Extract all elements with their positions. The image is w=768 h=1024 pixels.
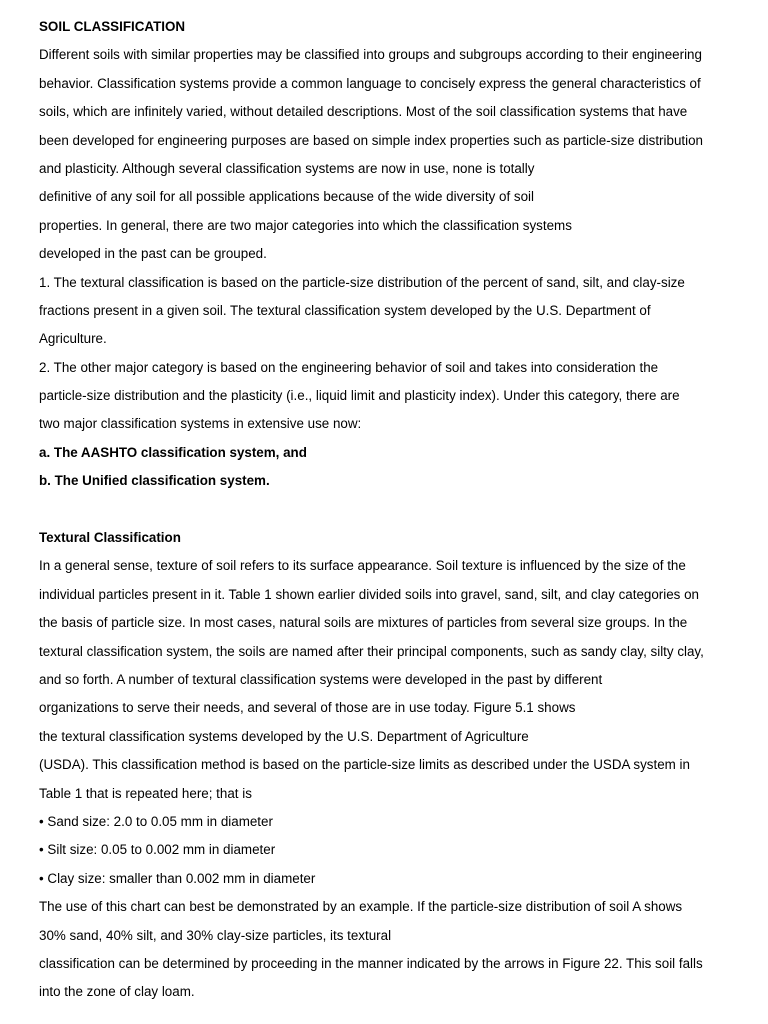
paragraph-line: developed in the past can be grouped. (39, 246, 267, 262)
section-heading-textural-classification: Textural Classification (39, 530, 181, 546)
paragraph-line: particle-size distribution and the plasticity (i.e., liquid limit and plasticity index). Under this category, there are (39, 388, 680, 404)
list-item-textural: 1. The textural classification is based on the particle-size distribution of the percent of sand, silt, and clay-size (39, 274, 685, 290)
paragraph-line: properties. In general, there are two major categories into which the classification systems (39, 217, 572, 233)
paragraph-line: The use of this chart can best be demonstrated by an example. If the particle-size distribution of soil A shows (39, 899, 683, 915)
paragraph-line: been developed for engineering purposes are based on simple index properties such as particle-size distribution (39, 132, 703, 148)
paragraph-line: into the zone of clay loam. (39, 984, 195, 1000)
paragraph-line: the basis of particle size. In most cases, natural soils are mixtures of particles from several size groups. In the (39, 615, 688, 631)
paragraph-line: Agriculture. (39, 331, 107, 347)
document-page (39, 13, 739, 1007)
list-item-engineering: 2. The other major category is based on the engineering behavior of soil and takes into consideration the (39, 359, 659, 375)
paragraph-line: and plasticity. Although several classification systems are now in use, none is totally (39, 160, 535, 176)
paragraph-line: classification can be determined by proceeding in the manner indicated by the arrows in Figure 22. This soil falls (39, 955, 703, 971)
system-item-aashto: a. The AASHTO classification system, and (39, 444, 307, 460)
paragraph-line: Table 1 that is repeated here; that is (39, 785, 252, 801)
section2-body (39, 552, 739, 808)
paragraph-line: soils, which are infinitely varied, without detailed descriptions. Most of the soil classification systems that have (39, 104, 688, 120)
section-spacer (39, 496, 739, 524)
bullet-item-sand: • Sand size: 2.0 to 0.05 mm in diameter (39, 813, 273, 829)
closing-paragraph (39, 893, 739, 1007)
paragraph-line: (USDA). This classification method is based on the particle-size limits as described under the USDA system in (39, 757, 690, 773)
particle-size-bullet-list (39, 808, 739, 893)
system-item-unified: b. The Unified classification system. (39, 473, 270, 489)
paragraph-line: the textural classification systems developed by the U.S. Department of Agriculture (39, 728, 529, 744)
paragraph-line: two major classification systems in extensive use now: (39, 416, 362, 432)
paragraph-line: Different soils with similar properties may be classified into groups and subgroups according to their engineering (39, 47, 702, 63)
paragraph-line: individual particles present in it. Table 1 shown earlier divided soils into gravel, sand, silt, and clay categories on (39, 586, 699, 602)
paragraph-line: behavior. Classification systems provide a common language to concisely express the general characteristics of (39, 75, 701, 91)
paragraph-line: textural classification system, the soils are named after their principal components, such as sandy clay, silty clay, (39, 643, 704, 659)
bullet-item-silt: • Silt size: 0.05 to 0.002 mm in diameter (39, 842, 276, 858)
paragraph-line: and so forth. A number of textural classification systems were developed in the past by different (39, 671, 603, 687)
paragraph-line: 30% sand, 40% silt, and 30% clay-size particles, its textural (39, 927, 392, 943)
paragraph-line: definitive of any soil for all possible applications because of the wide diversity of soil (39, 189, 534, 205)
paragraph-line: fractions present in a given soil. The textural classification system developed by the U.S. Department of (39, 302, 651, 318)
paragraph-line: In a general sense, texture of soil refers to its surface appearance. Soil texture is influenced by the size of the (39, 558, 686, 574)
section1-body (39, 41, 739, 438)
bullet-item-clay: • Clay size: smaller than 0.002 mm in diameter (39, 870, 316, 886)
paragraph-line: organizations to serve their needs, and several of those are in use today. Figure 5.1 shows (39, 700, 576, 716)
section-heading-soil-classification: SOIL CLASSIFICATION (39, 19, 186, 34)
